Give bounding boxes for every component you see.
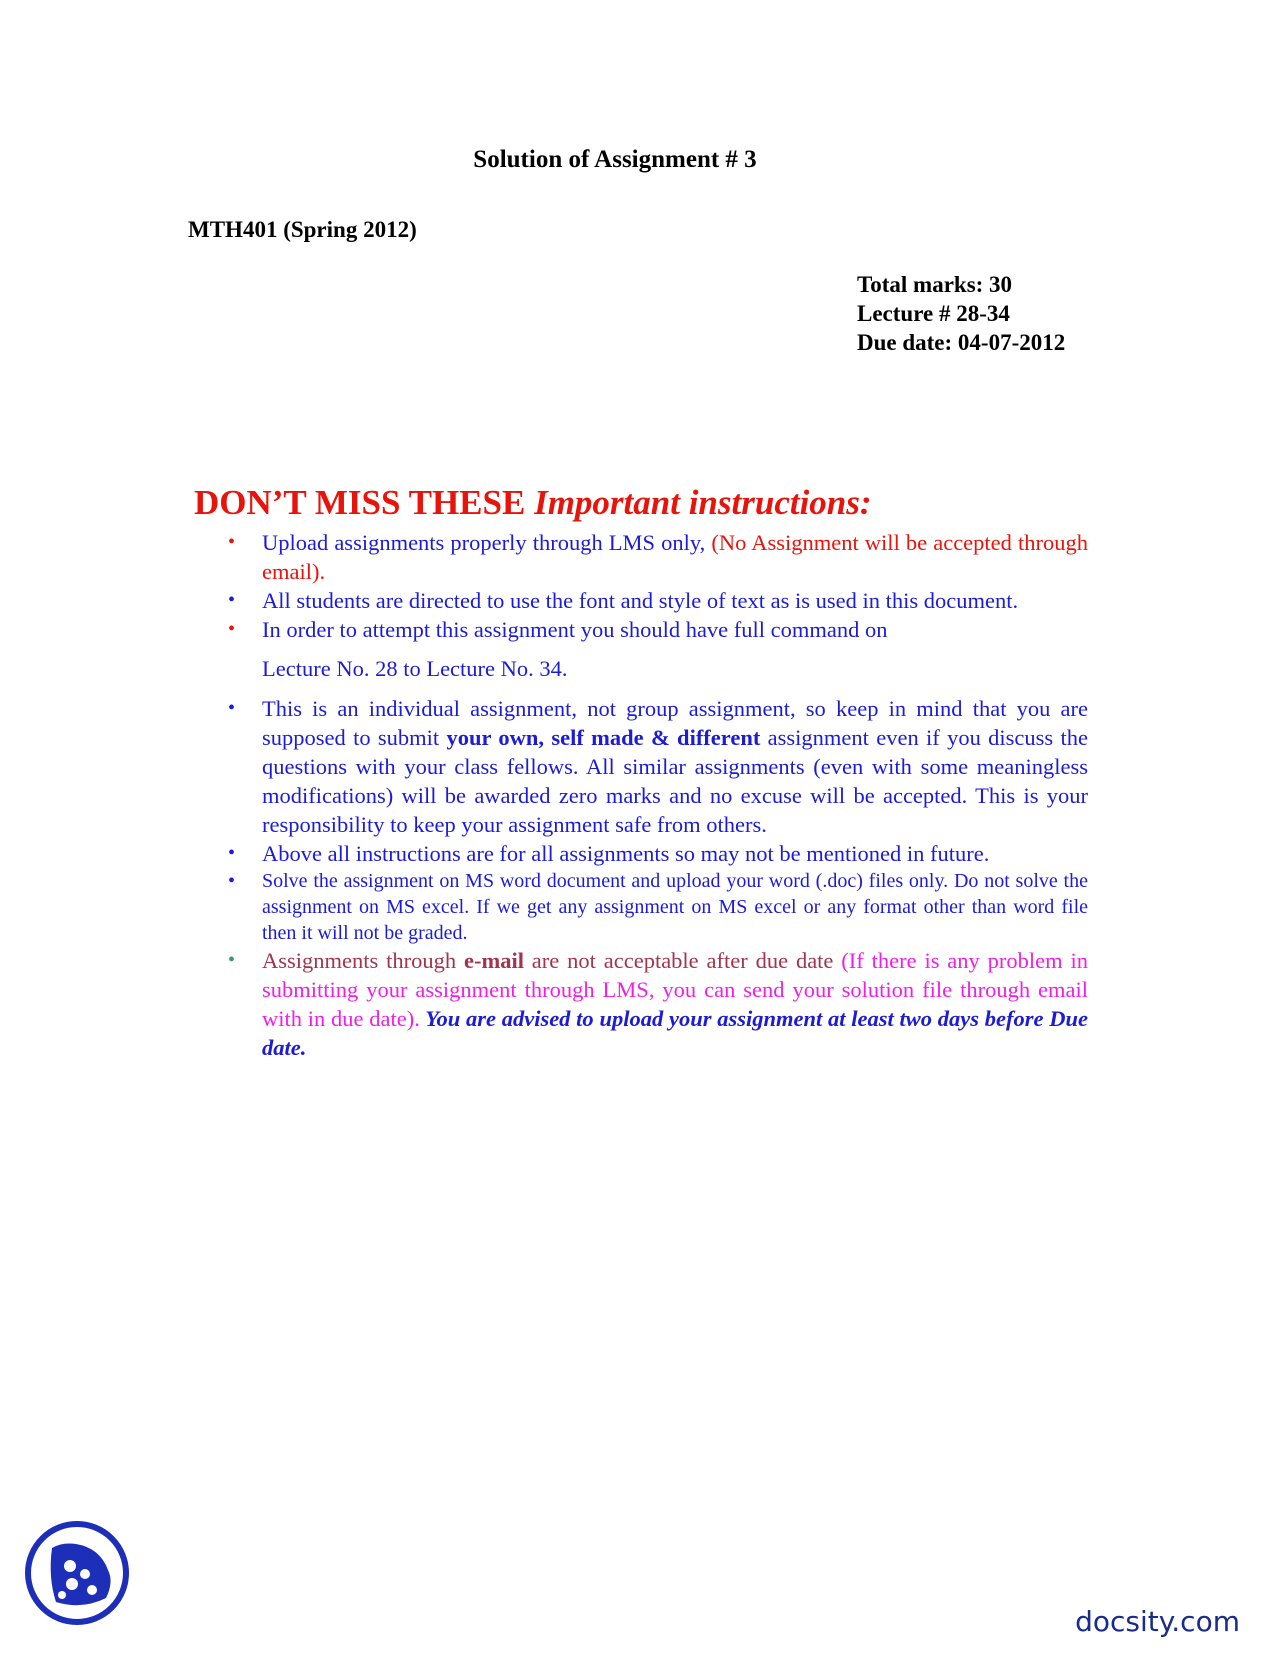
instruction-text: In order to attempt this assignment you should have full command on <box>262 617 888 642</box>
instruction-text: All students are directed to use the font and style of text as is used in this document. <box>262 588 1019 613</box>
instruction-text: Solve the assignment on MS word document and upload your word (.doc) files only. Do not solve the assignment on MS excel. If we get any assignment on MS excel or any format other than word file then it will not be graded. <box>262 870 1088 944</box>
instruction-text: Upload assignments properly through LMS only, <box>262 530 712 555</box>
instructions-list <box>222 528 1088 1062</box>
instruction-text-maroon: are not acceptable after due date <box>523 948 842 973</box>
assignment-meta <box>857 270 1065 357</box>
instruction-item <box>222 868 1088 946</box>
page-title: Solution of Assignment # 3 <box>473 146 757 173</box>
total-marks: Total marks: 30 <box>857 272 1013 297</box>
due-date: Due date: 04-07-2012 <box>857 330 1066 355</box>
bullet-icon: • <box>228 589 236 611</box>
instructions-heading <box>194 482 872 524</box>
instruction-item <box>222 946 1088 1062</box>
instruction-item <box>222 586 1088 615</box>
instruction-text: Above all instructions are for all assignments so may not be mentioned in future. <box>262 841 990 866</box>
heading-part-2: Important instructions: <box>534 483 872 522</box>
bullet-icon: • <box>228 949 236 971</box>
bullet-icon: • <box>228 842 236 864</box>
instruction-text-magenta: (If there is any problem in submitting your assignment through LMS, you can send your solution file through email with in due date). <box>262 948 1088 1031</box>
instruction-item <box>222 839 1088 868</box>
instruction-continuation: Lecture No. 28 to Lecture No. 34. <box>262 656 568 681</box>
instruction-text-bold-italic: You are advised to upload your assignment at least two days before Due date. <box>262 1006 1088 1060</box>
lecture-range: Lecture # 28-34 <box>857 301 1010 326</box>
instruction-text-maroon: Assignments through <box>262 948 464 973</box>
docsity-logo-icon <box>22 1518 132 1628</box>
instruction-text-bold: your own, self made & different <box>446 725 761 750</box>
instruction-text-email: e-mail <box>463 948 524 973</box>
instruction-text: This is an individual assignment, not group assignment, so keep in mind that you are supposed to submit <box>262 696 1088 750</box>
bullet-icon: • <box>228 531 236 553</box>
bullet-icon: • <box>228 618 236 640</box>
heading-part-1: DON’T MISS THESE <box>194 483 535 522</box>
instruction-item <box>222 615 1088 644</box>
instruction-item <box>222 528 1088 586</box>
instruction-item <box>222 694 1088 839</box>
instruction-text-red: (No Assignment will be accepted through email). <box>262 530 1088 584</box>
docsity-brand[interactable]: docsity.com <box>1075 1605 1240 1638</box>
course-code: MTH401 (Spring 2012) <box>188 217 417 242</box>
instruction-text: assignment even if you discuss the questions with your class fellows. All similar assignments (even with some meaningless modifications) will be awarded zero marks and no excuse will be accepted. This is your responsibility to keep your assignment safe from others. <box>262 725 1088 837</box>
bullet-icon: • <box>228 697 236 719</box>
bullet-icon: • <box>228 870 236 892</box>
